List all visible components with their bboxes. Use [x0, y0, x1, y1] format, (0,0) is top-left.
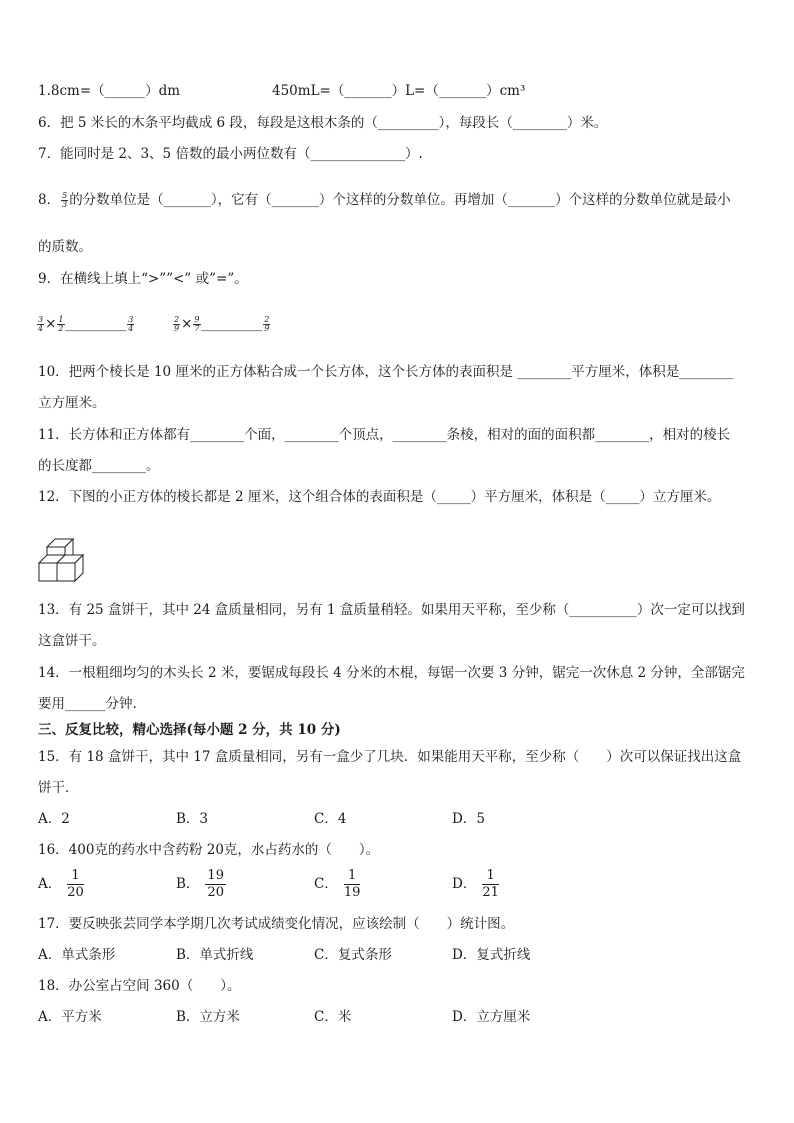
cube-figure [38, 530, 94, 582]
fraction: $\frac{3}{4}$ [38, 315, 44, 333]
q16-option-d[interactable]: D． $\frac{1}{21}$ [452, 868, 499, 900]
fraction: $\frac{9}{7}$ [194, 315, 200, 333]
question-16: 16．400克的药水中含药粉 20克，水占药水的（ ）。 [38, 842, 380, 858]
fraction: $\frac{1}{2}$ [58, 315, 64, 333]
q16-option-b[interactable]: B． $\frac{19}{20}$ [176, 868, 224, 900]
question-18: 18．办公室占空间 360（ ）。 [38, 978, 241, 994]
fraction: $\frac{1}{21}$ [482, 868, 499, 900]
q8-fraction: $\frac{5}{3}$ [62, 191, 68, 209]
q5-part-a: 1.8cm=（______）dm [38, 83, 181, 99]
fraction: $\frac{2}{9}$ [264, 315, 270, 333]
question-13: 13．有 25 盒饼干，其中 24 盒质量相同，另有 1 盒质量稍轻。如果用天平称，至少称（__________）次一定可以找到 [38, 602, 745, 618]
question-12: 12．下图的小正方体的棱长都是 2 厘米，这个组合体的表面积是（_____）平方厘米，体积是（_____）立方厘米。 [38, 489, 721, 505]
question-11-line2: 的长度都________。 [38, 458, 160, 474]
q9-expression-2: $\frac{2}{9}$ × $\frac{9}{7}$ _________ $\frac{2}{9}$ [174, 315, 270, 333]
q18-option-b[interactable]: B．立方米 [176, 1009, 240, 1025]
q15-option-c[interactable]: C．4 [314, 811, 347, 827]
q16-option-a[interactable]: A． $\frac{1}{20}$ [38, 868, 84, 900]
fraction: $\frac{19}{20}$ [207, 868, 224, 900]
question-7: 7．能同时是 2、3、5 倍数的最小两位数有（______________）. [38, 146, 423, 162]
question-10: 10．把两个棱长是 10 厘米的正方体粘合成一个长方体，这个长方体的表面积是 ________平方厘米，体积是________ [38, 364, 734, 380]
q18-option-c[interactable]: C．米 [314, 1009, 352, 1025]
q17-option-b[interactable]: B．单式折线 [176, 947, 254, 963]
question-8-line2: 的质数。 [38, 239, 92, 255]
question-14-line2: 要用______分钟. [38, 696, 137, 712]
q8-prefix: 8． [38, 192, 61, 208]
fraction: $\frac{2}{9}$ [174, 315, 180, 333]
answer-blank: _________ [65, 316, 127, 332]
question-17: 17．要反映张芸同学本学期几次考试成绩变化情况，应该绘制（ ）统计图。 [38, 916, 515, 932]
q8-text: 的分数单位是（_______），它有（_______）个这样的分数单位。再增加（_______）个这样的分数单位就是最小 [69, 192, 731, 208]
q15-option-b[interactable]: B．3 [176, 811, 209, 827]
question-11: 11．长方体和正方体都有________个面，________个顶点，________条棱，相对的面的面积都________，相对的棱长 [38, 427, 731, 443]
q15-option-a[interactable]: A．2 [38, 811, 70, 827]
question-8 [38, 190, 731, 210]
q16-option-c[interactable]: C． $\frac{1}{19}$ [314, 868, 361, 900]
fraction: $\frac{3}{4}$ [128, 315, 134, 333]
question-9-title: 9．在横线上填上“>””<” 或”=”。 [38, 271, 248, 287]
answer-blank: _________ [201, 316, 263, 332]
q17-option-d[interactable]: D．复式折线 [452, 947, 531, 963]
q17-option-a[interactable]: A．单式条形 [38, 947, 116, 963]
question-15-line2: 饼干． [38, 780, 79, 796]
fraction: $\frac{1}{19}$ [343, 868, 361, 900]
section-3-heading: 三、反复比较，精心选择(每小题 2 分，共 10 分) [38, 722, 341, 738]
q9-expression-1: $\frac{3}{4}$ × $\frac{1}{2}$ _________ $\frac{3}{4}$ [38, 315, 134, 333]
q17-option-c[interactable]: C．复式条形 [314, 947, 392, 963]
q15-option-d[interactable]: D．5 [452, 811, 485, 827]
question-10-line2: 立方厘米。 [38, 395, 106, 411]
question-13-line2: 这盒饼干。 [38, 633, 106, 649]
q5-part-b: 450mL=（_______）L=（_______）cm³ [272, 83, 526, 99]
question-6: 6．把 5 米长的木条平均截成 6 段，每段是这根木条的（_________），每段长（________）米。 [38, 115, 608, 131]
q18-option-d[interactable]: D．立方厘米 [452, 1009, 531, 1025]
q18-option-a[interactable]: A．平方米 [38, 1009, 102, 1025]
question-15: 15．有 18 盒饼干，其中 17 盒质量相同，另有一盒少了几块．如果能用天平称，至少称（ ）次可以保证找出这盒 [38, 749, 742, 765]
fraction: $\frac{1}{20}$ [67, 868, 84, 900]
question-14: 14．一根粗细均匀的木头长 2 米，要锯成每段长 4 分米的木棍，每锯一次要 3 分钟，锯完一次休息 2 分钟，全部锯完 [38, 665, 745, 681]
